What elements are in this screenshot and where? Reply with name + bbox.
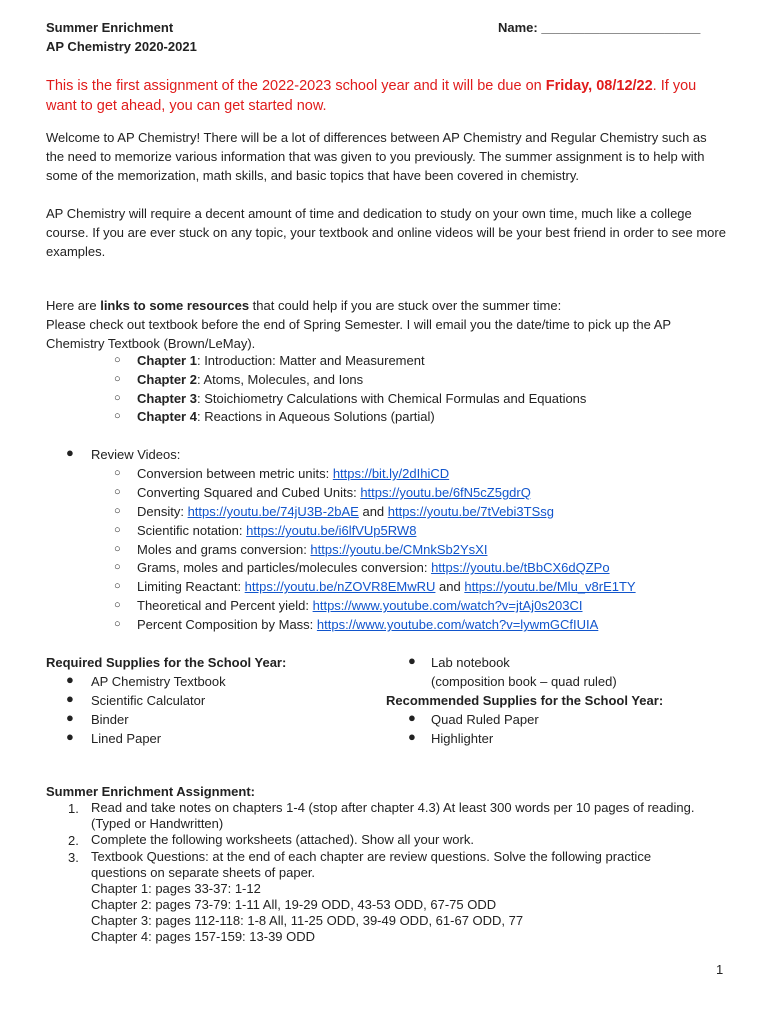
assignment-title: Summer Enrichment Assignment: — [46, 784, 256, 799]
resources-intro: Here are links to some resources that could help if you are stuck over the summer time: — [46, 298, 562, 313]
bullet-icon: ● — [408, 710, 416, 725]
page-number: 1 — [716, 962, 724, 977]
circle-bullet-icon: ○ — [114, 486, 121, 498]
circle-bullet-icon: ○ — [114, 543, 121, 555]
video-link[interactable]: https://bit.ly/2dIhiCD — [332, 466, 450, 481]
video-link[interactable]: https://youtu.be/74jU3B-2bAE — [187, 504, 359, 519]
bullet-icon: ● — [408, 653, 416, 668]
question-line: Chapter 2: pages 73-79: 1-11 All, 19-29 ODD, 43-53 ODD, 67-75 ODD — [91, 897, 497, 912]
circle-bullet-icon: ○ — [114, 467, 121, 479]
bullet-icon: ● — [66, 710, 74, 725]
list-item: Quad Ruled Paper — [431, 712, 539, 727]
bullet-icon: ● — [66, 729, 74, 744]
name-field-label: Name: ______________________ — [498, 20, 701, 35]
circle-bullet-icon: ○ — [114, 524, 121, 536]
video-link-alt[interactable]: https://youtu.be/Mlu_v8rE1TY — [464, 579, 636, 594]
video-link[interactable]: https://www.youtube.com/watch?v=jtAj0s203CI — [312, 598, 583, 613]
bullet-icon: ● — [66, 672, 74, 687]
video-link[interactable]: https://youtu.be/nZOVR8EMwRU — [244, 579, 436, 594]
notice-text-2: . If you want to get ahead, you can get started now. — [46, 78, 697, 114]
circle-bullet-icon: ○ — [114, 373, 121, 385]
required-supplies-title: Required Supplies for the School Year: — [46, 655, 287, 670]
video-link[interactable]: https://youtu.be/CMnkSb2YsXI — [310, 542, 488, 557]
list-number: 1. — [68, 801, 79, 816]
question-line: Chapter 4: pages 157-159: 13-39 ODD — [91, 929, 316, 944]
review-videos-label: Review Videos: — [91, 447, 181, 462]
circle-bullet-icon: ○ — [114, 580, 121, 592]
question-line: Chapter 1: pages 33-37: 1-12 — [91, 881, 261, 896]
circle-bullet-icon: ○ — [114, 392, 121, 404]
bullet-icon: ● — [66, 691, 74, 706]
due-date-notice — [46, 76, 721, 116]
intro-paragraph-2: AP Chemistry will require a decent amount of time and dedication to study on your own time, much like a college course. If you are ever stuck on any topic, your textbook and online videos will be your best friend in order to see more examples. — [46, 206, 726, 259]
bullet-icon: ● — [66, 445, 74, 460]
list-item: Scientific Calculator — [91, 693, 206, 708]
intro-paragraph-1: Welcome to AP Chemistry! There will be a lot of differences between AP Chemistry and Regular Chemistry such as the need to memorize various information that was given to you previously. The summer assignment is to help with some of the memorization, math skills, and basic topics that have been covered in chemistry. — [46, 130, 707, 183]
circle-bullet-icon: ○ — [114, 561, 121, 573]
notice-due-date: Friday, 08/12/22 — [545, 78, 653, 94]
circle-bullet-icon: ○ — [114, 618, 121, 630]
textbook-note: Please check out textbook before the end of Spring Semester. I will email you the date/time to pick up the AP Chemistry Textbook (Brown/LeMay). — [46, 317, 671, 351]
list-item: AP Chemistry Textbook — [91, 674, 226, 689]
lab-notebook-item: Lab notebook — [431, 655, 510, 670]
video-link-alt[interactable]: https://youtu.be/7tVebi3TSsg — [387, 504, 555, 519]
video-link[interactable]: https://youtu.be/6fN5cZ5gdrQ — [360, 485, 531, 500]
list-item: Lined Paper — [91, 731, 162, 746]
video-link[interactable]: https://www.youtube.com/watch?v=lywmGCfIUIA — [316, 617, 599, 632]
video-link[interactable]: https://youtu.be/i6lfVUp5RW8 — [246, 523, 417, 538]
list-number: 2. — [68, 833, 79, 848]
list-item: Highlighter — [431, 731, 494, 746]
list-item: Binder — [91, 712, 129, 727]
question-line: Chapter 3: pages 112-118: 1-8 All, 11-25 ODD, 39-49 ODD, 61-67 ODD, 77 — [91, 913, 524, 928]
assignment-item: Textbook Questions: at the end of each chapter are review questions. Solve the following practice questions on separate sheets of paper. — [91, 849, 652, 880]
circle-bullet-icon: ○ — [114, 354, 121, 366]
document-page: Summer Enrichment AP Chemistry 2020-2021 Name: ______________________ This is the first assignment of the 2022-2023 school year and it will be due on Friday, 08/12/22. If you want to get ahead, you can get started now. Welcome to AP Chemistry! There will be a lot of differences between AP Chemistry and Regular Chemistry such as the need to memorize various information that was given to you previously. The summer assignment is to help with some of the memorization, math skills, and basic topics that have been covered in chemistry. AP Chemistry will require a decent amount of time and dedication to study on your own time, much like a college course. If you are ever stuck on any topic, your textbook and online videos will be your best friend in order to see more examples. Here are links to some resources that could help if you are stuck over the summer time: Please check out textbook before the end of Spring Semester. I will email you the date/time to pick up the AP Chemistry Textbook (Brown/LeMay). ○ Chapter 1: Introduction: Matter and Measurement ○ Chapter 2: Atoms, Molecules, and Ions ○ Chapter 3: Stoichiometry Calculations with Chemical Formulas and Equations ○ Chapter 4: Reactions in Aqueous Solutions (partial) ● Review Videos: ○ Conversion between metric units: https://bit.ly/2dIhiCD ○ Converting Squared and Cubed Units: https://youtu.be/6fN5cZ5gdrQ ○ Density: https://youtu.be/74jU3B-2bAE and https://youtu.be/7tVebi3TSsg ○ Scientific notation: https://youtu.be/i6lfVUp5RW8 ○ Moles and grams conversion: https://youtu.be/CMnkSb2YsXI ○ Grams, moles and particles/molecules conversion: https://youtu.be/tBbCX6dQZPo ○ Limiting Reactant: https://youtu.be/nZOVR8EMwRU and https://youtu.be/Mlu_v8rE1TY ○ Theoretical and Percent yield: https://www.youtube.com/watch?v=jtAj0s203CI ○ Percent Composition by Mass: https://www.youtube.com/watch?v=lywmGCfIUIA Required Supplies for the School Year: ● AP Chemistry Textbook ● Scientific Calculator ● Binder ● Lined Paper ● Lab notebook (composition book – quad ruled) Recommended Supplies for the School Year: ● Quad Ruled Paper ● Highlighter Summer Enrichment Assignment: 1. Read and take notes on chapters 1-4 (stop after chapter 4.3) At least 300 words per 10 pages of reading. (Typed or Handwritten) 2. Complete the following worksheets (attached). Show all your work. 3. Textbook Questions: at the end of each chapter are review questions. Solve the following practice questions on separate sheets of paper. Chapter 1: pages 33-37: 1-12 Chapter 2: pages 73-79: 1-11 All, 19-29 ODD, 43-53 ODD, 67-75 ODD Chapter 3: pages 112-118: 1-8 All, 11-25 ODD, 39-49 ODD, 61-67 ODD, 77 Chapter 4: pages 157-159: 13-39 ODD 1 — [46, 20, 726, 977]
bullet-icon: ● — [408, 729, 416, 744]
video-link[interactable]: https://youtu.be/tBbCX6dQZPo — [431, 560, 610, 575]
header-course: AP Chemistry 2020-2021 — [46, 39, 197, 54]
circle-bullet-icon: ○ — [114, 505, 121, 517]
recommended-supplies-title: Recommended Supplies for the School Year: — [386, 693, 664, 708]
notice-text-1: This is the first assignment of the 2022-2023 school year and it will be due on — [46, 78, 546, 94]
lab-notebook-note: (composition book – quad ruled) — [431, 674, 617, 689]
circle-bullet-icon: ○ — [114, 599, 121, 611]
assignment-item: Read and take notes on chapters 1-4 (stop after chapter 4.3) At least 300 words per 10 pages of reading. (Typed or Handwritten) — [91, 800, 695, 831]
list-number: 3. — [68, 850, 79, 865]
header-title: Summer Enrichment — [46, 20, 174, 35]
circle-bullet-icon: ○ — [114, 410, 121, 422]
assignment-item: Complete the following worksheets (attached). Show all your work. — [91, 832, 474, 847]
